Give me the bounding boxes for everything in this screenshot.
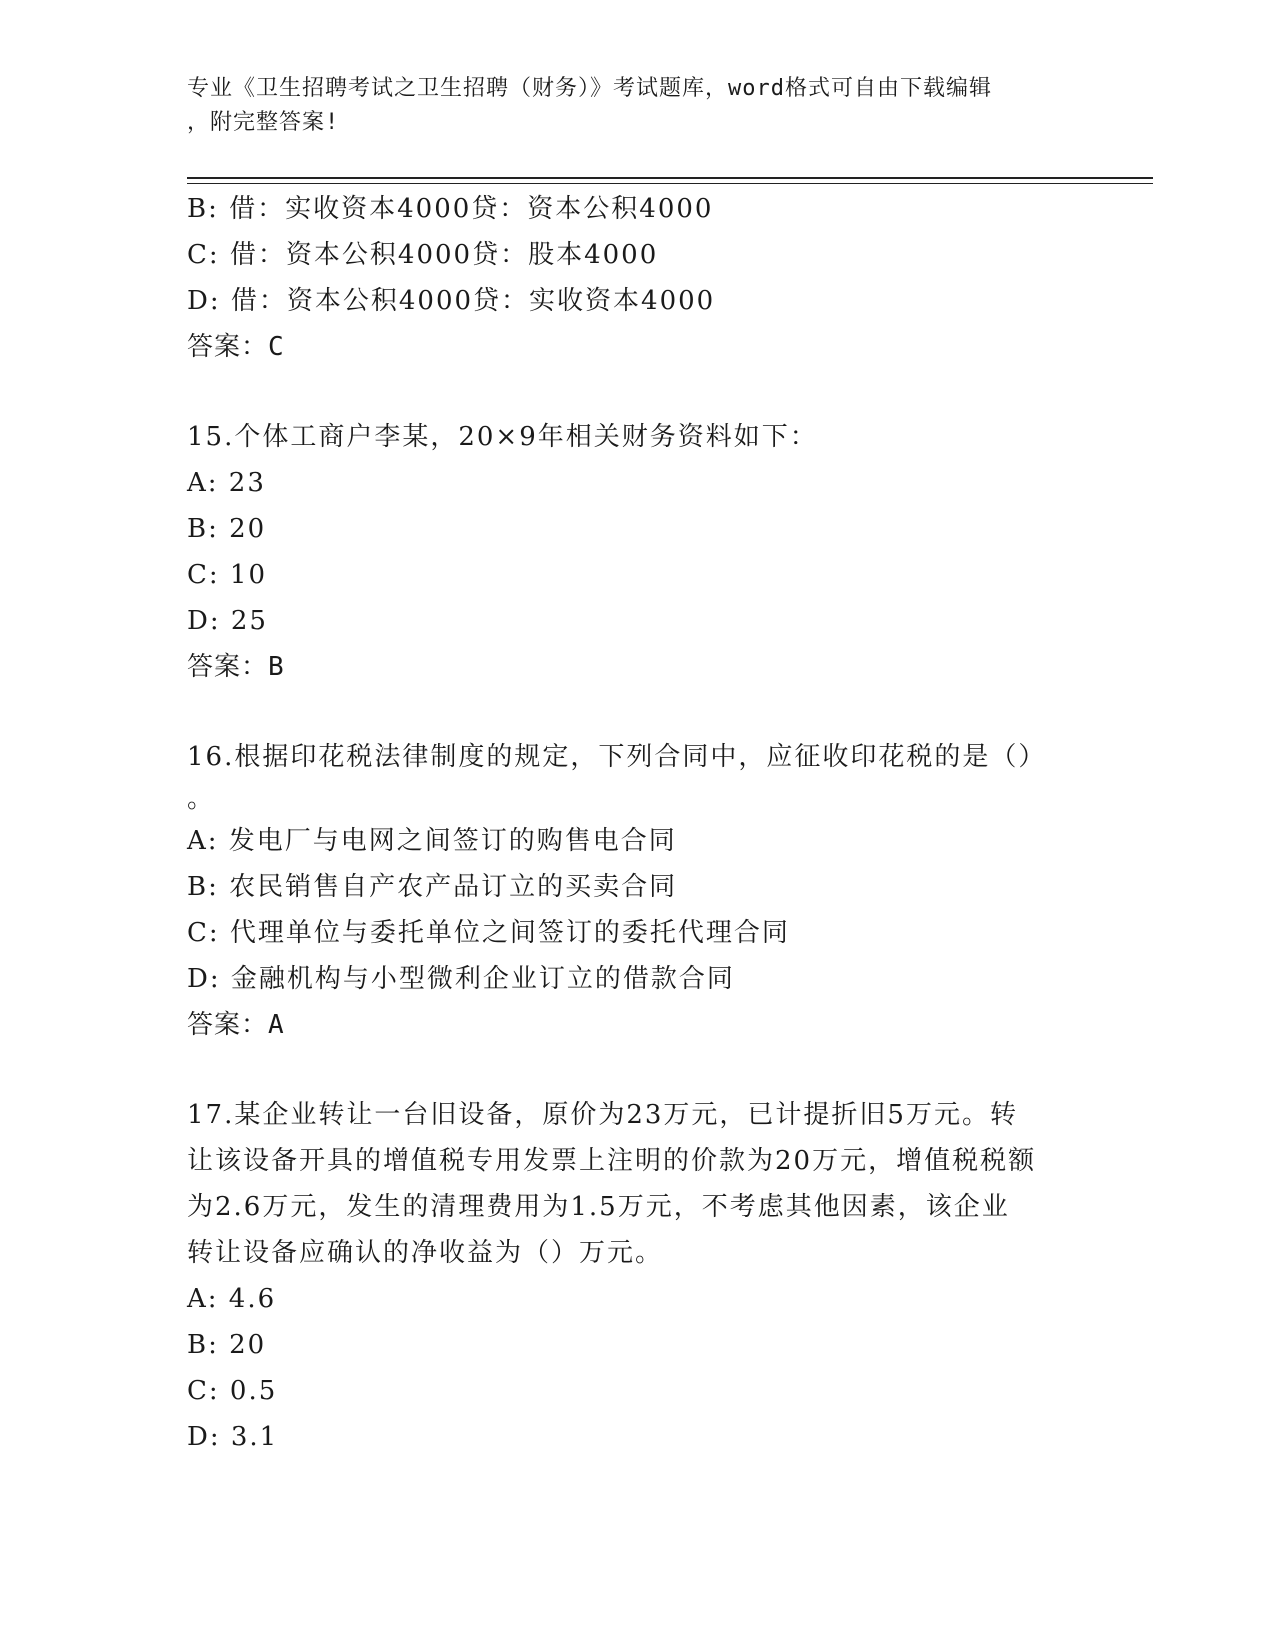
spacer: [187, 1048, 1067, 1092]
spacer: [187, 690, 1067, 734]
document-header: [187, 72, 1067, 140]
spacer: [187, 370, 1067, 414]
question-text-line: 为2.6万元，发生的清理费用为1.5万元，不考虑其他因素，该企业: [187, 1192, 1010, 1222]
answer-label: 答案：C: [187, 332, 285, 362]
option-a: A: 23: [187, 468, 266, 498]
option-d: D: 金融机构与小型微利企业订立的借款合同: [187, 964, 735, 994]
question-text-continuation: 。: [187, 784, 214, 814]
question-text: 16.根据印花税法律制度的规定，下列合同中，应征收印花税的是（）: [187, 742, 1047, 772]
question-text-line: 转让设备应确认的净收益为（）万元。: [187, 1238, 664, 1268]
prev-question-block: [187, 186, 1067, 370]
question-17-block: [187, 1092, 1067, 1460]
option-d: D: 3.1: [187, 1422, 279, 1452]
option-b: B: 借：实收资本4000贷：资本公积4000: [187, 194, 714, 224]
question-15-block: [187, 414, 1067, 690]
header-divider-thick: [187, 177, 1153, 179]
question-16-block: [187, 734, 1067, 1048]
option-c: C: 10: [187, 560, 268, 590]
question-content: [187, 186, 1067, 1460]
option-d: D: 25: [187, 606, 268, 636]
option-b: B: 20: [187, 1330, 267, 1360]
question-text-line: 让该设备开具的增值税专用发票上注明的价款为20万元，增值税税额: [187, 1146, 1037, 1176]
option-d: D: 借：资本公积4000贷：实收资本4000: [187, 286, 716, 316]
option-a: A: 4.6: [187, 1284, 277, 1314]
header-line-1: 专业《卫生招聘考试之卫生招聘（财务）》考试题库，word格式可自由下载编辑: [187, 76, 992, 101]
header-line-2: ，附完整答案!: [187, 110, 340, 135]
question-text: 15.个体工商户李某，20×9年相关财务资料如下：: [187, 422, 818, 452]
option-c: C: 代理单位与委托单位之间签订的委托代理合同: [187, 918, 790, 948]
option-b: B: 20: [187, 514, 267, 544]
question-text-line: 17.某企业转让一台旧设备，原价为23万元，已计提折旧5万元。转: [187, 1100, 1018, 1130]
answer-label: 答案：B: [187, 652, 285, 682]
option-c: C: 借：资本公积4000贷：股本4000: [187, 240, 659, 270]
option-c: C: 0.5: [187, 1376, 278, 1406]
header-divider-thin: [187, 183, 1153, 184]
answer-label: 答案：A: [187, 1010, 285, 1040]
option-a: A: 发电厂与电网之间签订的购售电合同: [187, 826, 677, 856]
option-b: B: 农民销售自产农产品订立的买卖合同: [187, 872, 678, 902]
